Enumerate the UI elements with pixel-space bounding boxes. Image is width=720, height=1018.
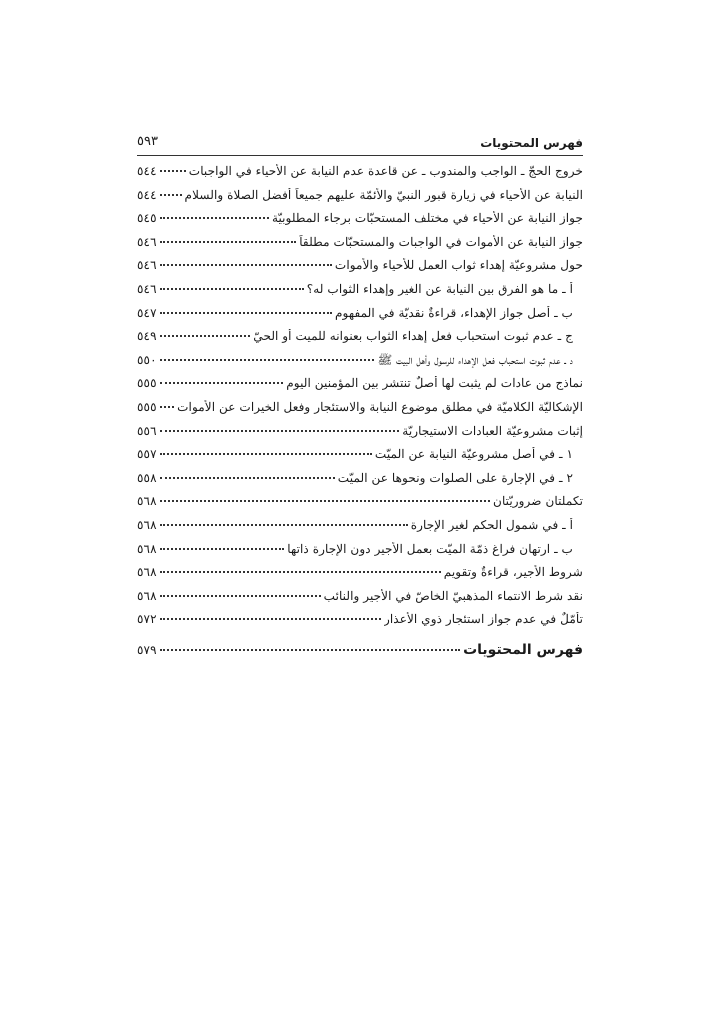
toc-entry-page: ٥٥٦: [137, 423, 157, 438]
toc-leader-dots: [160, 287, 304, 290]
toc-leader-dots: [160, 311, 332, 314]
toc-entry-title: جواز النيابة عن الأموات في الواجبات والمستحبّات مطلقاً: [299, 234, 583, 249]
toc-entry-title: ١ ـ في أصل مشروعيّة النيابة عن الميّت: [374, 447, 573, 462]
toc-entry: [137, 424, 583, 448]
toc-entry-title: ج ـ عدم ثبوت استحباب فعل إهداء الثواب بعنوانه للميت أو الحيّ: [253, 329, 573, 344]
toc-leader-dots: [160, 169, 186, 172]
toc-entry-title: أ ـ في شمول الحكم لغير الإجارة: [410, 517, 573, 532]
toc-entry: [137, 258, 583, 282]
toc-entry-title: ب ـ أصل جواز الإهداء، قراءةٌ نقديّة في المفهوم: [334, 305, 573, 320]
toc-entry-title: نماذج من عادات لم يثبت لها أصلٌ تنتشر بين المؤمنين اليوم: [286, 376, 583, 391]
toc-entry-title: تكملتان ضروريّتان: [493, 494, 583, 509]
toc-entry-title: خروج الحجّ ـ الواجب والمندوب ـ عن قاعدة عدم النيابة عن الأحياء في الواجبات: [188, 164, 583, 178]
page-number: ٥٩٣: [137, 134, 158, 149]
toc-leader-dots: [160, 263, 332, 266]
toc-entry-title: د ـ عدم ثبوت استحباب فعل الإهداء للرسول وأهل البيت ﷺ: [377, 352, 573, 367]
toc-entry-title: أ ـ ما هو الفرق بين النيابة عن الغير وإهداء الثواب له؟: [306, 281, 573, 296]
toc-entry: [137, 164, 583, 188]
toc-entry: [137, 376, 583, 400]
toc-entry-title: جواز النيابة عن الأحياء في مختلف المستحبّات برجاء المطلوبيّة: [271, 211, 583, 226]
toc-entry: [137, 329, 583, 353]
toc-leader-dots: [160, 452, 372, 455]
toc-leader-dots: [160, 216, 269, 219]
toc-entry-page: ٥٥٥: [137, 376, 157, 391]
toc-leader-dots: [160, 648, 460, 651]
toc-entry-title: ٢ ـ في الإجارة على الصلوات ونحوها عن الميّت: [337, 470, 573, 485]
toc-entry: [137, 589, 583, 613]
running-header: [137, 132, 583, 154]
header-rule: [137, 155, 583, 156]
toc-entry: [137, 518, 583, 542]
toc-entry-title: إثبات مشروعيّة العبادات الاستيجاريّة: [402, 423, 583, 438]
toc-entry-page: ٥٤٦: [137, 258, 157, 273]
toc-leader-dots: [160, 240, 297, 243]
toc-entry: [137, 494, 583, 518]
toc-leader-dots: [160, 570, 441, 573]
toc-entry-page: ٥٥٠: [137, 352, 157, 367]
toc-entry-page: ٥٦٨: [137, 494, 157, 509]
toc-entry: [137, 211, 583, 235]
toc-entry-final: [137, 642, 583, 668]
toc-leader-dots: [160, 499, 490, 502]
toc-entry-title: نقد شرط الانتماء المذهبيّ الخاصّ في الأجير والنائب: [323, 588, 583, 603]
toc-entry: [137, 235, 583, 259]
toc-leader-dots: [160, 523, 408, 526]
toc-entry: [137, 471, 583, 495]
toc-entry-page: ٥٧٢: [137, 612, 157, 627]
toc-entry-page: ٥٤٧: [137, 305, 157, 320]
toc-entry-page: ٥٥٨: [137, 470, 157, 485]
toc-entry: [137, 353, 583, 377]
toc-leader-dots: [160, 429, 400, 432]
toc-leader-dots: [160, 381, 284, 384]
toc-entry: [137, 612, 583, 636]
toc-leader-dots: [160, 594, 321, 597]
toc-entry-page: ٥٤٩: [137, 329, 157, 344]
table-of-contents: [137, 164, 583, 668]
toc-entry-page: ٥٦٨: [137, 517, 157, 532]
toc-entry-page: ٥٤٤: [137, 164, 157, 178]
toc-entry-title: تأمّلٌ في عدم جواز استئجار ذوي الأعذار: [384, 612, 583, 627]
toc-leader-dots: [160, 476, 335, 479]
toc-entry-page: ٥٤٦: [137, 281, 157, 296]
toc-entry: [137, 542, 583, 566]
toc-entry: [137, 400, 583, 424]
toc-entry: [137, 447, 583, 471]
toc-entry: [137, 282, 583, 306]
toc-leader-dots: [160, 334, 251, 337]
toc-entry-page: ٥٤٦: [137, 234, 157, 249]
toc-entry-page: ٥٦٨: [137, 541, 157, 556]
toc-leader-dots: [160, 193, 182, 196]
running-header-title: فهرس المحتويات: [480, 136, 583, 150]
toc-entry-title: شروط الأجير، قراءةٌ وتقويم: [443, 565, 583, 580]
toc-entry: [137, 306, 583, 330]
toc-entry-page: ٥٦٨: [137, 565, 157, 580]
toc-entry-title: النيابة عن الأحياء في زيارة قبور النبيّ والأئمّة عليهم جميعاً أفضل الصلاة والسلام: [184, 187, 583, 202]
toc-final-title: فهرس المحتويات: [463, 641, 583, 658]
toc-entry-page: ٥٥٥: [137, 399, 157, 414]
toc-entry-page: ٥٤٥: [137, 211, 157, 226]
toc-entry-page: ٥٤٤: [137, 187, 157, 202]
toc-entry-title: حول مشروعيّة إهداء ثواب العمل للأحياء والأموات: [334, 258, 583, 273]
toc-entry-page: ٥٦٨: [137, 588, 157, 603]
toc-leader-dots: [160, 547, 285, 550]
toc-entry: [137, 188, 583, 212]
toc-entry-title: ب ـ ارتهان فراغ ذمّة الميّت بعمل الأجير دون الإجارة ذاتها: [287, 541, 573, 556]
toc-entry: [137, 565, 583, 589]
toc-final-page: ٥٧٩: [137, 642, 157, 657]
toc-leader-dots: [160, 405, 174, 408]
toc-entry-page: ٥٥٧: [137, 447, 157, 462]
toc-entry-title: الإشكاليّة الكلاميّة في مطلق موضوع النيابة والاستئجار وفعل الخيرات عن الأموات: [177, 399, 583, 414]
toc-leader-dots: [160, 617, 381, 620]
toc-leader-dots: [160, 358, 375, 361]
